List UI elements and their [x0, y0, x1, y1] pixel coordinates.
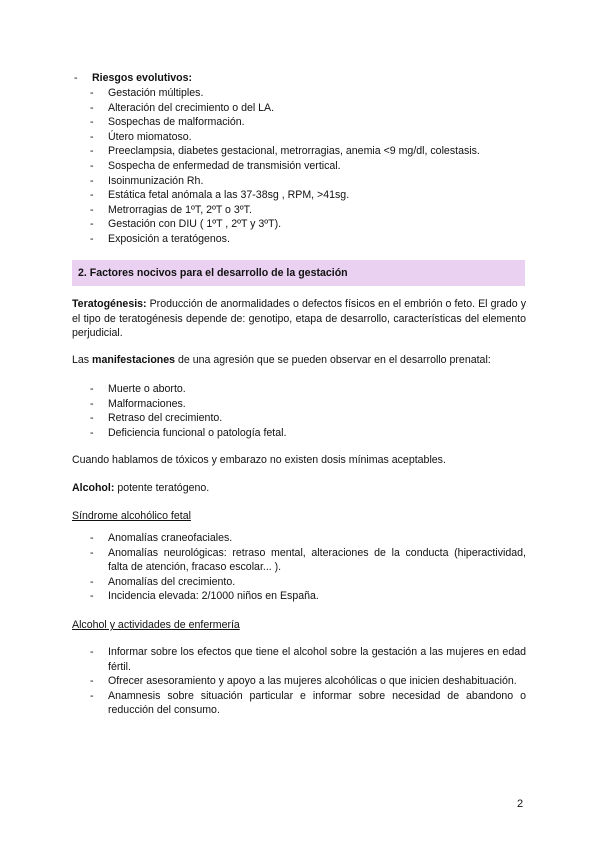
- list-item-text: Muerte o aborto.: [108, 383, 186, 395]
- list-item: [90, 645, 526, 674]
- section-heading-box: [72, 260, 525, 286]
- list-item: [90, 382, 526, 397]
- list-item: [90, 101, 548, 116]
- list-item: [90, 689, 526, 718]
- dash-bullet: -: [90, 145, 94, 158]
- manifestations-prefix: Las: [72, 354, 93, 366]
- list-item-text: Incidencia elevada: 2/1000 niños en España.: [108, 590, 319, 603]
- list-item-text: Anamnesis sobre situación particular e informar sobre necesidad de abandono o reducción del consumo.: [108, 689, 526, 717]
- fetal-syndrome-list: [90, 531, 526, 604]
- list-item-text: Preeclampsia, diabetes gestacional, metrorragias, anemia <9 mg/dl, colestasis.: [108, 145, 480, 158]
- nursing-list: [90, 645, 526, 718]
- fetal-syndrome-title: Síndrome alcohólico fetal: [72, 510, 191, 522]
- dash-bullet: -: [90, 646, 94, 658]
- list-item-text: Útero miomatoso.: [108, 130, 192, 143]
- dash-bullet: -: [90, 675, 94, 688]
- list-item: [90, 144, 548, 159]
- dash-bullet: -: [90, 101, 94, 114]
- section-heading: 2. Factores nocivos para el desarrollo de la gestación: [78, 267, 348, 279]
- list-item: [90, 546, 526, 575]
- dash-bullet: -: [90, 130, 94, 143]
- alcohol-term: Alcohol:: [72, 482, 115, 494]
- list-item-text: Sospecha de enfermedad de transmisión vertical.: [108, 159, 341, 172]
- manifestations-term: manifestaciones: [92, 354, 176, 366]
- list-item: [90, 411, 526, 426]
- list-item-text: Exposición a teratógenos.: [108, 232, 230, 245]
- list-item: [90, 232, 548, 247]
- list-item: [90, 397, 526, 412]
- manifestations-paragraph: [72, 353, 526, 368]
- list-item: [90, 426, 526, 441]
- risks-list: [90, 86, 548, 247]
- dash-bullet: -: [90, 532, 94, 544]
- list-item-text: Malformaciones.: [108, 397, 186, 410]
- dash-bullet: -: [90, 203, 94, 216]
- manifestations-list: [90, 382, 526, 440]
- dash-bullet: -: [90, 87, 94, 99]
- list-item-text: Alteración del crecimiento o del LA.: [108, 101, 275, 114]
- dash-bullet: -: [74, 72, 78, 84]
- manifestations-suffix: de una agresión que se pueden observar en el desarrollo prenatal:: [175, 354, 491, 366]
- list-item: [90, 217, 548, 232]
- list-item-text: Anomalías neurológicas: retraso mental, alteraciones de la conducta (hiperactividad, falta de atención, fracaso escolar... ).: [108, 546, 526, 574]
- dash-bullet: -: [90, 159, 94, 172]
- dash-bullet: -: [90, 689, 94, 702]
- dash-bullet: -: [90, 383, 94, 395]
- teratogenesis-paragraph: [72, 297, 526, 341]
- dash-bullet: -: [90, 575, 94, 588]
- teratogenesis-text: Producción de anormalidades o defectos físicos en el embrión o feto. El grado y el tipo de teratogénesis depende de: genotipo, etapa de desarrollo, características del elemento perjudicial.: [72, 298, 526, 340]
- list-item-text: Isoinmunización Rh.: [108, 174, 204, 187]
- dash-bullet: -: [90, 397, 94, 410]
- alcohol-text: potente teratógeno.: [114, 482, 210, 494]
- list-item-text: Gestación con DIU ( 1ºT , 2ºT y 3ºT).: [108, 218, 282, 231]
- list-item-text: Informar sobre los efectos que tiene el alcohol sobre la gestación a las mujeres en edad fértil.: [108, 646, 526, 673]
- list-item: [90, 188, 548, 203]
- risks-heading-text: Riesgos evolutivos:: [92, 72, 193, 84]
- dash-bullet: -: [90, 189, 94, 202]
- list-item-text: Metrorragias de 1ºT, 2ºT o 3ºT.: [108, 203, 252, 216]
- risks-heading: [76, 71, 192, 86]
- nursing-title: Alcohol y actividades de enfermería: [72, 619, 240, 631]
- list-item-text: Retraso del crecimiento.: [108, 412, 223, 425]
- list-item: [90, 86, 548, 101]
- dash-bullet: -: [90, 546, 94, 559]
- list-item: [90, 130, 548, 145]
- toxics-note: Cuando hablamos de tóxicos y embarazo no existen dosis mínimas aceptables.: [72, 454, 446, 466]
- dash-bullet: -: [90, 116, 94, 129]
- list-item-text: Gestación múltiples.: [108, 87, 204, 99]
- list-item: [90, 159, 548, 174]
- alcohol-paragraph: [72, 481, 526, 496]
- list-item-text: Ofrecer asesoramiento y apoyo a las mujeres alcohólicas o que inicien deshabituación.: [108, 675, 517, 688]
- list-item-text: Anomalías del crecimiento.: [108, 575, 236, 588]
- list-item: [90, 531, 526, 546]
- dash-bullet: -: [90, 426, 94, 439]
- list-item-text: Anomalías craneofaciales.: [108, 532, 233, 544]
- dash-bullet: -: [90, 174, 94, 187]
- list-item: [90, 575, 526, 590]
- list-item: [90, 674, 526, 689]
- list-item-text: Deficiencia funcional o patología fetal.: [108, 426, 287, 439]
- teratogenesis-term: Teratogénesis:: [72, 298, 147, 310]
- list-item: [90, 174, 548, 189]
- dash-bullet: -: [90, 232, 94, 245]
- list-item: [90, 115, 548, 130]
- list-item-text: Sospechas de malformación.: [108, 116, 245, 129]
- dash-bullet: -: [90, 412, 94, 425]
- dash-bullet: -: [90, 218, 94, 231]
- list-item: [90, 203, 548, 218]
- list-item-text: Estática fetal anómala a las 37-38sg , RPM, >41sg.: [108, 189, 350, 202]
- list-item: [90, 589, 526, 604]
- page-number: 2: [517, 798, 524, 810]
- dash-bullet: -: [90, 590, 94, 603]
